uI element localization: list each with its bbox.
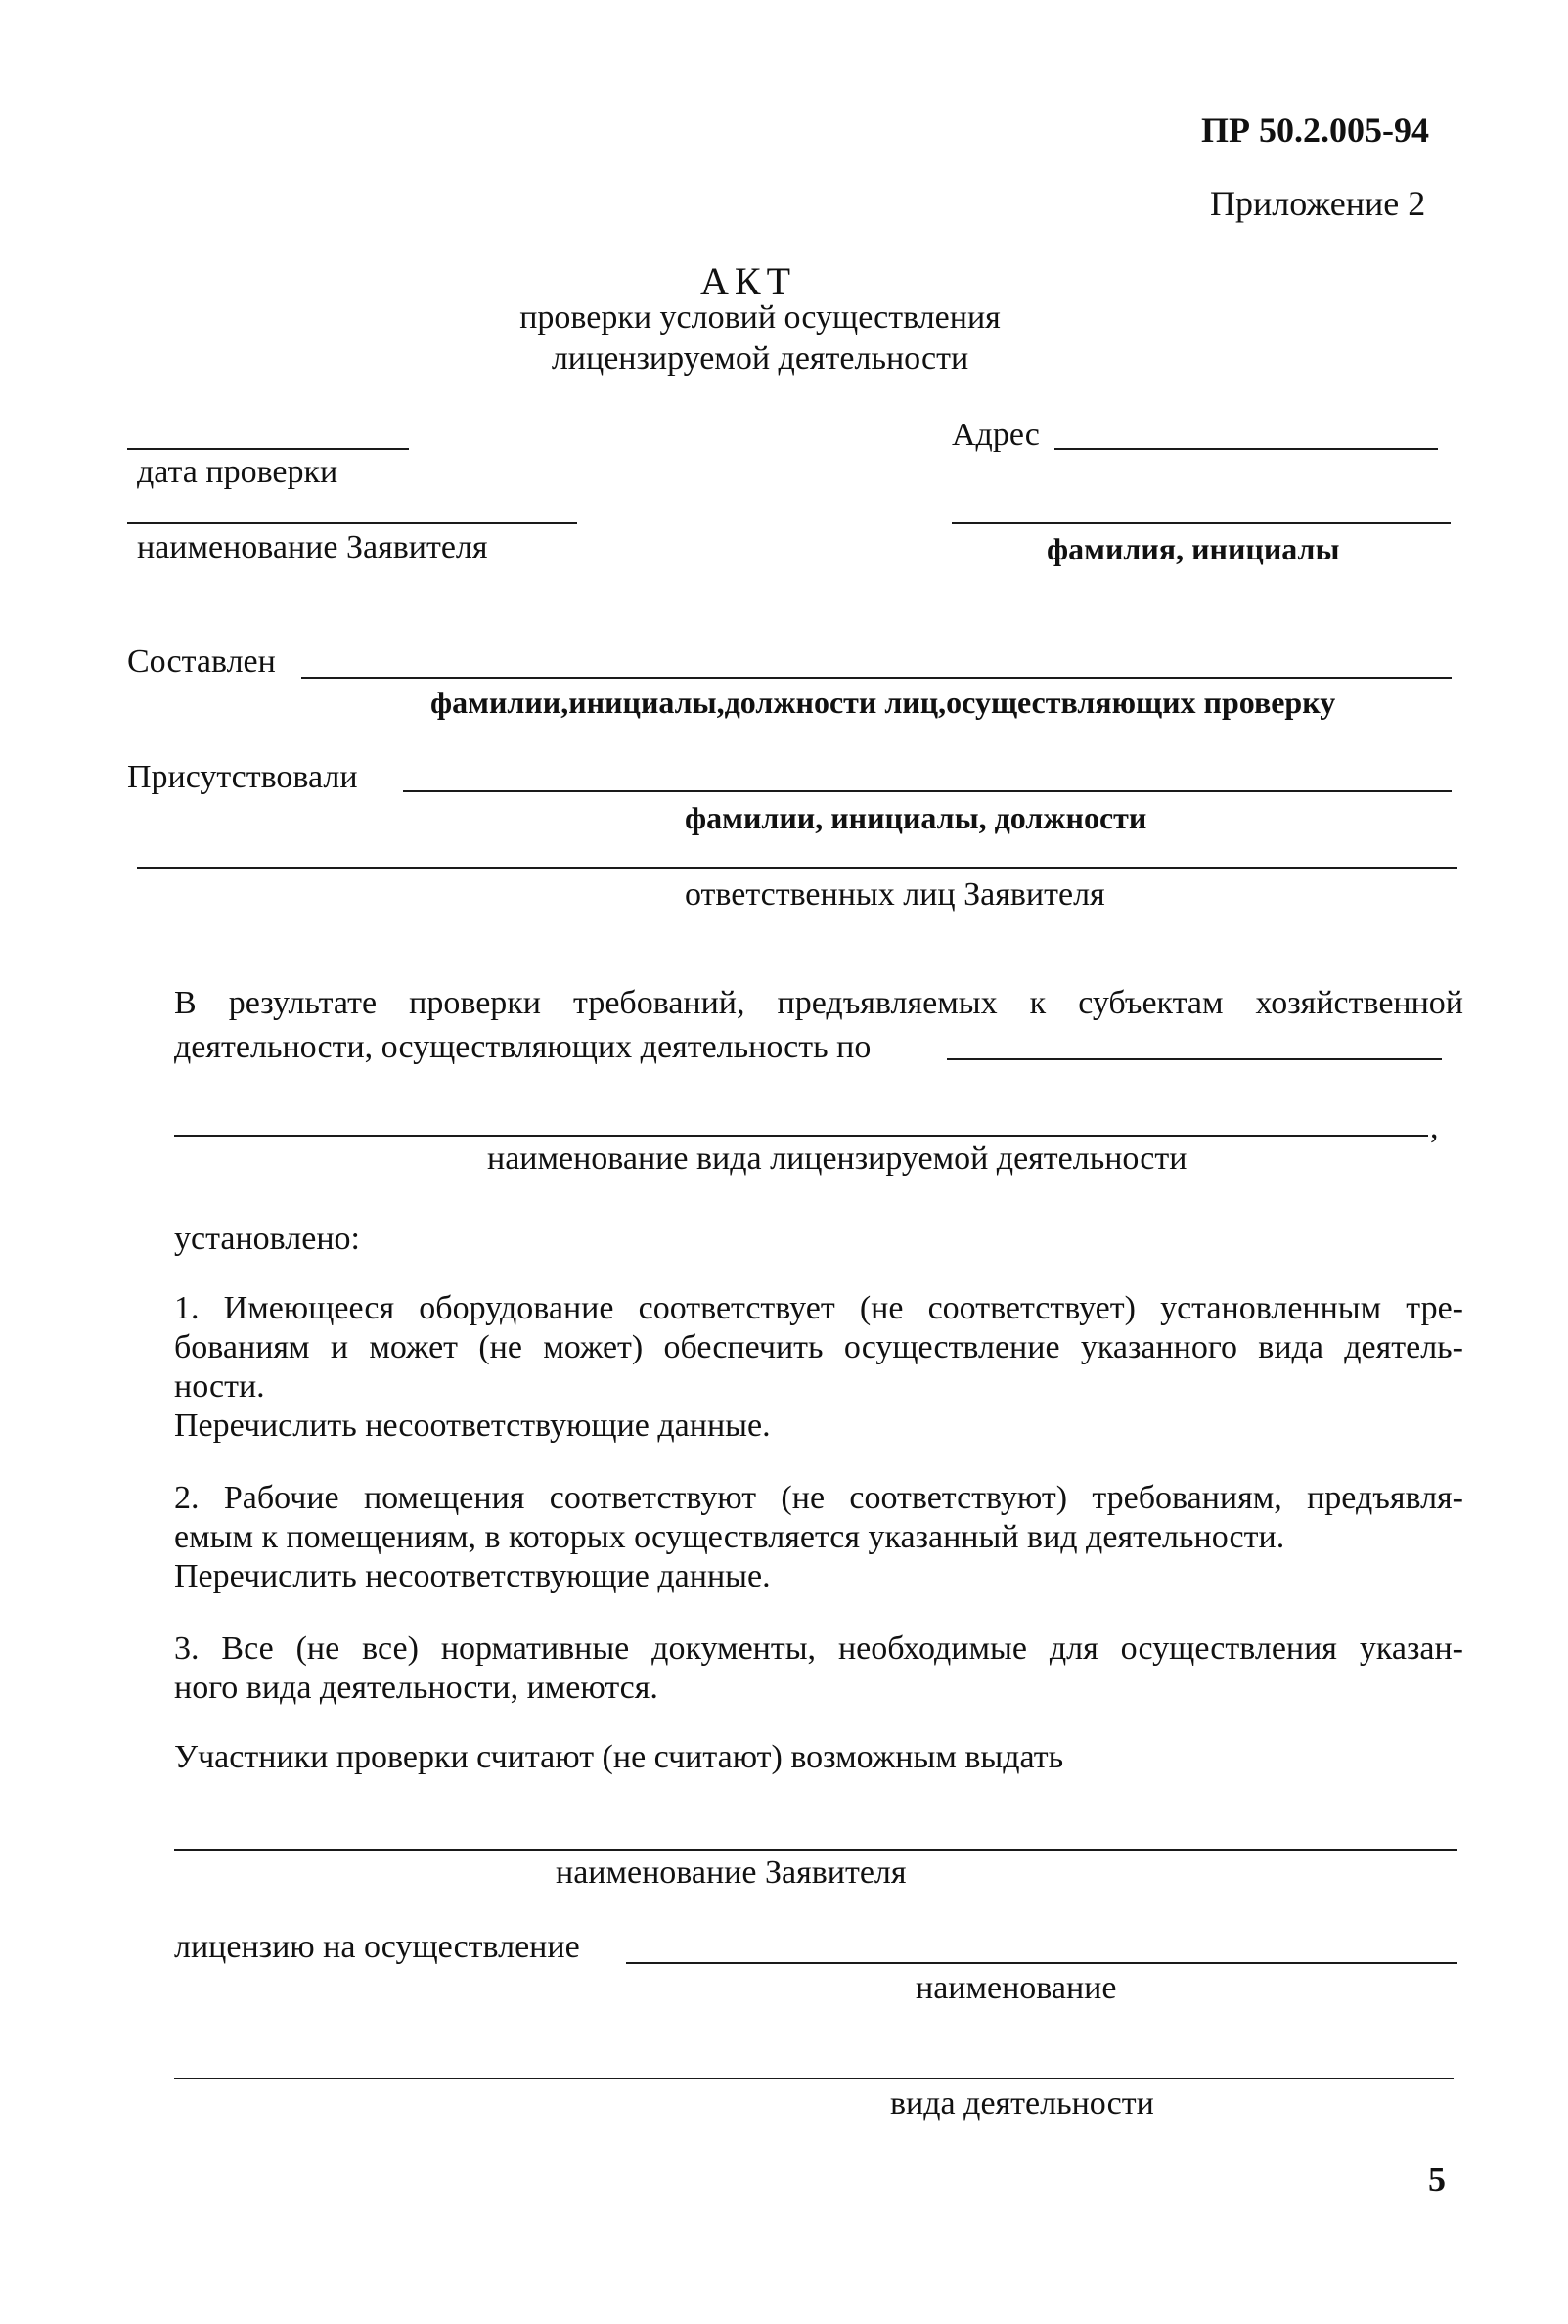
item-3-line2: ного вида деятельности, имеются. [174, 1670, 658, 1706]
result-paragraph [174, 984, 1463, 1023]
item-1-line2: бованиям и может (не может) обеспечить осуществление указанного вида деятель- [174, 1329, 1463, 1365]
license-name-caption: наименование [916, 1970, 1117, 2006]
license-line [626, 1962, 1457, 1964]
established-label: установлено: [174, 1221, 360, 1257]
composed-line [301, 677, 1452, 679]
present-label: Присутствовали [127, 759, 358, 795]
item-2-line2: емым к помещениям, в которых осуществляется указанный вид деятельности. [174, 1519, 1285, 1555]
present-line [403, 790, 1452, 792]
item-1-line1: 1. Имеющееся оборудование соответствует (не соответствует) установленным тре- [174, 1290, 1463, 1326]
item-1-line3: ности. [174, 1368, 265, 1405]
date-line [127, 448, 409, 450]
activity-line [174, 1135, 1428, 1137]
applicant-name-caption: наименование Заявителя [556, 1855, 907, 1891]
appendix-label: Приложение 2 [1210, 184, 1426, 223]
date-caption: дата проверки [137, 454, 338, 490]
applicant-name-line [174, 1849, 1457, 1851]
document-code: ПР 50.2.005-94 [1201, 111, 1429, 150]
activity-type-caption: вида деятельности [890, 2085, 1154, 2122]
item-2-line3: Перечислить несоответствующие данные. [174, 1558, 771, 1594]
activity-type-line [174, 2078, 1454, 2079]
result-line1: В результате проверки требований, предъявляемых к субъектам хозяйственной [174, 985, 1463, 1021]
page-number: 5 [1428, 2160, 1446, 2199]
item-2-line1: 2. Рабочие помещения соответствуют (не соответствуют) требованиям, предъявля- [174, 1480, 1463, 1516]
item-1 [174, 1289, 1463, 1446]
item-3 [174, 1630, 1463, 1708]
responsible-line [137, 867, 1457, 869]
item-3-line1: 3. Все (не все) нормативные документы, необходимые для осуществления указан- [174, 1631, 1463, 1667]
act-subtitle-line2: лицензируемой деятельности [551, 340, 969, 377]
activity-caption: наименование вида лицензируемой деятельности [487, 1140, 1187, 1177]
activity-line-comma: , [1430, 1109, 1439, 1145]
participants-text: Участники проверки считают (не считают) возможным выдать [174, 1739, 1064, 1775]
applicant-caption: наименование Заявителя [137, 529, 488, 565]
activity-field-line [947, 1058, 1442, 1060]
act-title: АКТ [700, 259, 796, 303]
name-caption: фамилия, инициалы [1047, 531, 1340, 566]
composed-caption: фамилии,инициалы,должности лиц,осуществляющих проверку [430, 685, 1336, 720]
act-subtitle-line1: проверки условий осуществления [519, 299, 1001, 335]
address-line [1054, 448, 1438, 450]
name-line [952, 522, 1451, 524]
composed-label: Составлен [127, 644, 276, 680]
result-line2: деятельности, осуществляющих деятельность по [174, 1029, 872, 1065]
item-2 [174, 1479, 1463, 1596]
license-label: лицензию на осуществление [174, 1929, 580, 1965]
item-1-line4: Перечислить несоответствующие данные. [174, 1408, 771, 1444]
address-label: Адрес [952, 417, 1040, 453]
present-caption: фамилии, инициалы, должности [685, 800, 1147, 835]
responsible-caption: ответственных лиц Заявителя [685, 876, 1105, 913]
applicant-line [127, 522, 577, 524]
